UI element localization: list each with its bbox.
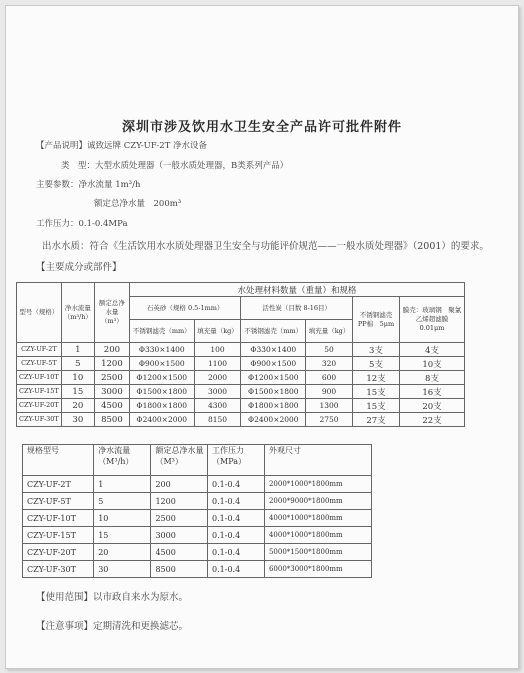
header-materials: 水处理材料数量（重量）和规格 [129, 283, 464, 297]
table-cell: CZY-UF-20T [23, 544, 94, 561]
table-cell: 3000 [194, 385, 241, 399]
table-cell: 1 [61, 343, 94, 357]
table-cell: 2000*9000*1800mm [264, 493, 371, 510]
table-cell: 1300 [306, 399, 353, 413]
table-cell: Φ1800×1800 [241, 399, 306, 413]
table-cell: 320 [306, 357, 353, 371]
table-cell: 0.1-0.4 [208, 561, 265, 578]
column-header: 规格型号 [23, 445, 94, 476]
table-cell: CZY-UF-30T [17, 413, 62, 427]
table-row [17, 413, 465, 427]
effluent-quality: 出水水质：符合《生活饮用水水质处理器卫生安全与功能评价规范——一般水质处理器》（2001）的要求。 [42, 241, 489, 252]
table-row [23, 544, 372, 561]
main-components-heading: 【主要成分或部件】 [36, 262, 122, 273]
header-activated-carbon: 活性炭（目数 8-16目） [241, 297, 353, 320]
header-membrane: 膜壳：玻璃钢 聚氯乙烯超滤膜 0.01μm [400, 297, 465, 343]
table-cell: 1 [94, 476, 151, 493]
table-cell: Φ2400×2000 [129, 413, 194, 427]
table-cell: 3000 [151, 527, 208, 544]
header-fill-carbon: 填充量（kg） [306, 320, 353, 343]
table-cell: Φ1800×1800 [129, 399, 194, 413]
table-cell: Φ900×1500 [241, 357, 306, 371]
table-cell: 4300 [194, 399, 241, 413]
table-cell: 100 [194, 343, 241, 357]
table-cell: CZY-UF-30T [23, 561, 94, 578]
document-page [5, 5, 519, 669]
table-cell: 200 [94, 343, 129, 357]
table-cell: 20 [94, 544, 151, 561]
main-parameters: 主要参数：净水流量 1m³/h [36, 180, 141, 190]
table-cell: 2000*1000*1800mm [264, 476, 371, 493]
table-cell: 8500 [151, 561, 208, 578]
product-description: 【产品说明】诚致远牌 CZY-UF-2T 净水设备 [36, 141, 207, 151]
column-header: 工作压力（MPa） [208, 445, 265, 476]
table-row [17, 385, 465, 399]
table-cell: CZY-UF-15T [17, 385, 62, 399]
table-cell: CZY-UF-5T [17, 357, 62, 371]
table-cell: 3支 [353, 343, 400, 357]
table-cell: 0.1-0.4 [208, 527, 265, 544]
header-pp-filter: 不锈钢滤壳 PP棉 5μm [353, 297, 400, 343]
header-fill-quartz: 填充量（kg） [194, 320, 241, 343]
table-cell: 3000 [94, 385, 129, 399]
table-cell: 50 [306, 343, 353, 357]
table-cell: 4500 [151, 544, 208, 561]
table-cell: 10支 [400, 357, 465, 371]
table-cell: 4500 [94, 399, 129, 413]
table-cell: CZY-UF-10T [17, 371, 62, 385]
usage-scope: 【使用范围】以市政自来水为原水。 [36, 592, 189, 603]
table-cell: 8500 [94, 413, 129, 427]
specifications-table-body [23, 476, 372, 578]
table-cell: Φ1200×1500 [241, 371, 306, 385]
header-shell-quartz: 不锈钢滤壳（mm） [129, 320, 194, 343]
table-cell: 15 [61, 385, 94, 399]
working-pressure: 工作压力：0.1-0.4MPa [36, 219, 128, 229]
header-model: 型号（规格） [17, 283, 62, 343]
table-row [17, 343, 465, 357]
table-cell: 16支 [400, 385, 465, 399]
table-row [17, 399, 465, 413]
table-cell: 2750 [306, 413, 353, 427]
table-row [17, 371, 465, 385]
table-row [23, 493, 372, 510]
table-cell: 1100 [194, 357, 241, 371]
table-cell: 4000*1000*1800mm [264, 527, 371, 544]
table-cell: 8150 [194, 413, 241, 427]
table-cell: 2500 [151, 510, 208, 527]
table-cell: 10 [94, 510, 151, 527]
table-cell: CZY-UF-5T [23, 493, 94, 510]
table-cell: 20 [61, 399, 94, 413]
table-cell: CZY-UF-10T [23, 510, 94, 527]
table-cell: 20支 [400, 399, 465, 413]
table-cell: 8支 [400, 371, 465, 385]
table-cell: 15 [94, 527, 151, 544]
table-cell: 2500 [94, 371, 129, 385]
rated-volume: 额定总净水量 200m³ [94, 199, 182, 209]
table-row [23, 476, 372, 493]
table-cell: 1200 [151, 493, 208, 510]
table-cell: Φ2400×2000 [241, 413, 306, 427]
table-cell: 0.1-0.4 [208, 493, 265, 510]
table-cell: Φ1200×1500 [129, 371, 194, 385]
table-cell: 5支 [353, 357, 400, 371]
column-header: 净水流量（M³/h） [94, 445, 151, 476]
table-cell: 2000 [194, 371, 241, 385]
table-row [23, 510, 372, 527]
table-cell: 0.1-0.4 [208, 510, 265, 527]
header-quartz-sand: 石英砂（规格 0.5-1mm） [129, 297, 241, 320]
table-cell: 1200 [94, 357, 129, 371]
table-cell: 900 [306, 385, 353, 399]
table-cell: 12支 [353, 371, 400, 385]
table-cell: CZY-UF-2T [17, 343, 62, 357]
table-cell: 5000*1500*1800mm [264, 544, 371, 561]
table-cell: CZY-UF-2T [23, 476, 94, 493]
table-cell: 0.1-0.4 [208, 476, 265, 493]
materials-table-body [17, 343, 465, 427]
column-header: 外观尺寸 [264, 445, 371, 476]
table-cell: Φ900×1500 [129, 357, 194, 371]
table-cell: CZY-UF-20T [17, 399, 62, 413]
specifications-header-row [23, 445, 372, 476]
table-cell: Φ330×1400 [129, 343, 194, 357]
table-cell: Φ330×1400 [241, 343, 306, 357]
table-cell: 30 [94, 561, 151, 578]
precautions: 【注意事项】定期清洗和更换滤芯。 [36, 621, 189, 632]
header-shell-carbon: 不锈钢滤壳（mm） [241, 320, 306, 343]
table-row [23, 561, 372, 578]
table-cell: 200 [151, 476, 208, 493]
specifications-table [22, 444, 372, 578]
table-cell: Φ1500×1800 [241, 385, 306, 399]
table-cell: 5 [94, 493, 151, 510]
table-cell: 10 [61, 371, 94, 385]
table-cell: Φ1500×1800 [129, 385, 194, 399]
table-cell: 600 [306, 371, 353, 385]
header-volume: 额定总净水量（m³） [94, 283, 129, 343]
materials-table [16, 282, 465, 427]
table-cell: 30 [61, 413, 94, 427]
table-cell: 0.1-0.4 [208, 544, 265, 561]
table-cell: 22支 [400, 413, 465, 427]
table-row [23, 527, 372, 544]
table-cell: 27支 [353, 413, 400, 427]
table-cell: 4支 [400, 343, 465, 357]
product-category: 类 型：大型水质处理器（一般水质处理器，B类系列产品） [61, 161, 289, 171]
column-header: 额定总净水量（M³） [151, 445, 208, 476]
table-cell: 15支 [353, 385, 400, 399]
table-row [17, 357, 465, 371]
table-cell: 6000*3000*1800mm [264, 561, 371, 578]
table-cell: 5 [61, 357, 94, 371]
table-cell: 15支 [353, 399, 400, 413]
page-title: 深圳市涉及饮用水卫生安全产品许可批件附件 [121, 120, 402, 135]
table-cell: 4000*1000*1800mm [264, 510, 371, 527]
header-flow: 净水流量（m³/h） [61, 283, 94, 343]
table-cell: CZY-UF-15T [23, 527, 94, 544]
